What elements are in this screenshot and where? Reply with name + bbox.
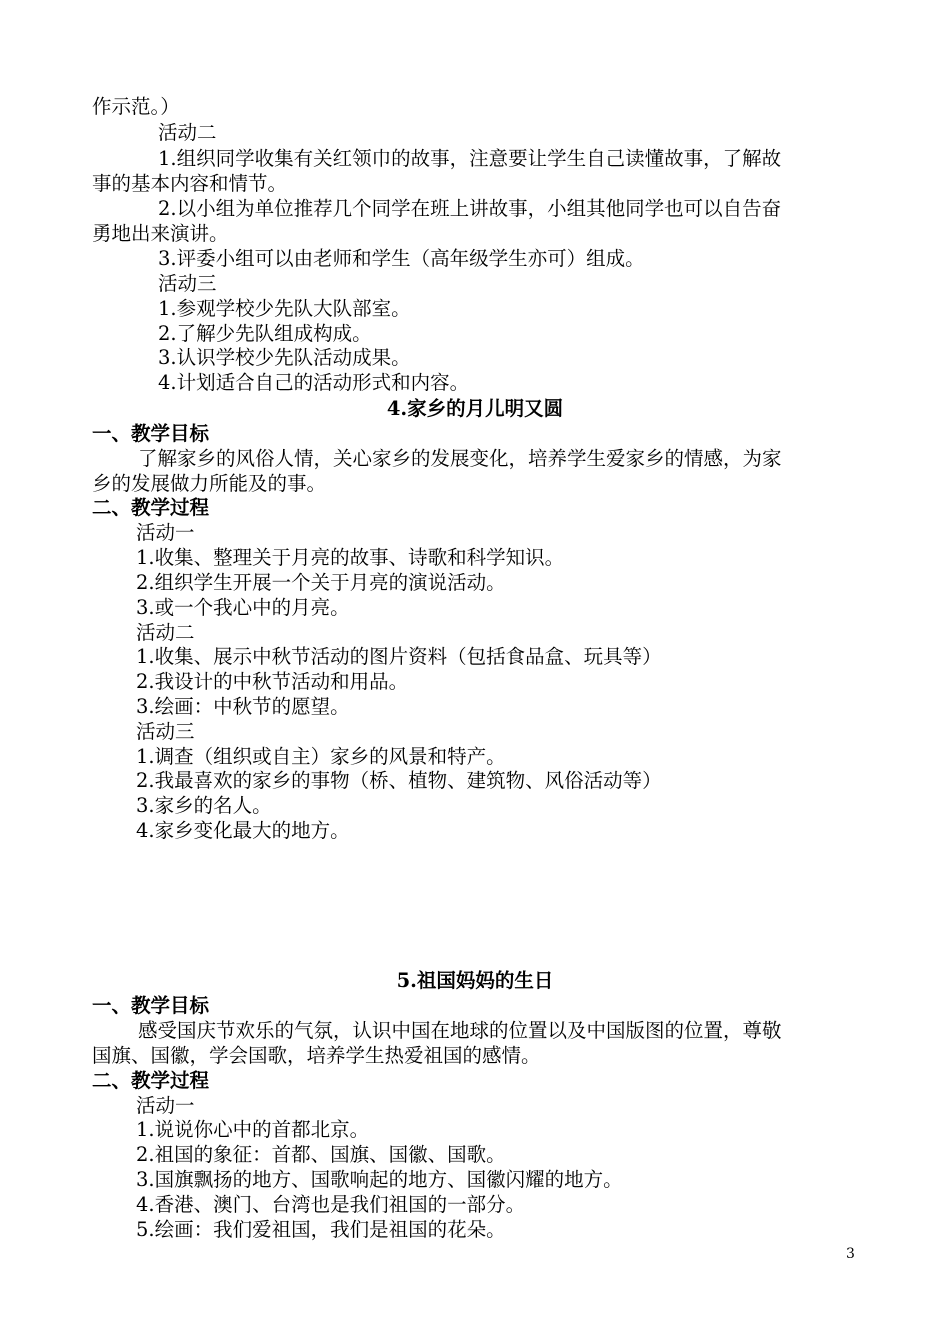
text-line: 乡的发展做力所能及的事。: [92, 472, 327, 495]
text-line: 1.参观学校少先队大队部室。: [158, 297, 411, 320]
text-line: 4.香港、澳门、台湾也是我们祖国的一部分。: [136, 1193, 526, 1216]
text-line: 勇地出来演讲。: [92, 222, 229, 245]
page-number: 3: [846, 1246, 855, 1262]
text-line: 3.家乡的名人。: [136, 794, 272, 817]
text-line: 3.绘画：中秋节的愿望。: [136, 695, 350, 718]
text-line: 作示范。）: [92, 95, 180, 118]
activity-heading: 活动三: [158, 272, 217, 295]
activity-heading: 活动一: [136, 521, 195, 544]
activity-heading: 活动一: [136, 1094, 195, 1117]
activity-heading: 活动三: [136, 720, 195, 743]
text-line: 4.计划适合自己的活动形式和内容。: [158, 371, 470, 394]
section-heading: 二、教学过程: [92, 1069, 210, 1092]
text-line: 3.认识学校少先队活动成果。: [158, 346, 411, 369]
text-line: 1.组织同学收集有关红领巾的故事，注意要让学生自己读懂故事，了解故: [158, 147, 782, 170]
activity-heading: 活动二: [158, 121, 217, 144]
text-line: 5.绘画：我们爱祖国，我们是祖国的花朵。: [136, 1218, 506, 1241]
text-line: 1.调查（组织或自主）家乡的风景和特产。: [136, 745, 506, 768]
text-line: 2.了解少先队组成构成。: [158, 322, 372, 345]
text-line: 3.评委小组可以由老师和学生（高年级学生亦可）组成。: [158, 247, 645, 270]
text-line: 2.祖国的象征：首都、国旗、国徽、国歌。: [136, 1143, 506, 1166]
text-line: 1.收集、整理关于月亮的故事、诗歌和科学知识。: [136, 546, 565, 569]
text-line: 国旗、国徽，学会国歌，培养学生热爱祖国的感情。: [92, 1044, 541, 1067]
text-line: 2.我最喜欢的家乡的事物（桥、植物、建筑物、风俗活动等）: [136, 769, 662, 792]
section-heading: 二、教学过程: [92, 496, 210, 519]
text-line: 了解家乡的风俗人情，关心家乡的发展变化，培养学生爱家乡的情感，为家: [138, 447, 782, 470]
text-line: 2.我设计的中秋节活动和用品。: [136, 670, 409, 693]
text-line: 2.以小组为单位推荐几个同学在班上讲故事，小组其他同学也可以自告奋: [158, 197, 782, 220]
text-line: 3.国旗飘扬的地方、国歌响起的地方、国徽闪耀的地方。: [136, 1168, 623, 1191]
text-line: 感受国庆节欢乐的气氛，认识中国在地球的位置以及中国版图的位置，尊敬: [138, 1019, 782, 1042]
text-line: 事的基本内容和情节。: [92, 172, 288, 195]
text-line: 1.收集、展示中秋节活动的图片资料（包括食品盒、玩具等）: [136, 645, 662, 668]
text-line: 4.家乡变化最大的地方。: [136, 819, 350, 842]
text-line: 3.或一个我心中的月亮。: [136, 596, 350, 619]
text-line: 2.组织学生开展一个关于月亮的演说活动。: [136, 571, 506, 594]
section-title: 4.家乡的月儿明又圆: [386, 397, 564, 420]
section-title: 5.祖国妈妈的生日: [396, 969, 554, 992]
section-heading: 一、教学目标: [92, 422, 210, 445]
section-heading: 一、教学目标: [92, 994, 210, 1017]
text-line: 1.说说你心中的首都北京。: [136, 1118, 370, 1141]
activity-heading: 活动二: [136, 621, 195, 644]
